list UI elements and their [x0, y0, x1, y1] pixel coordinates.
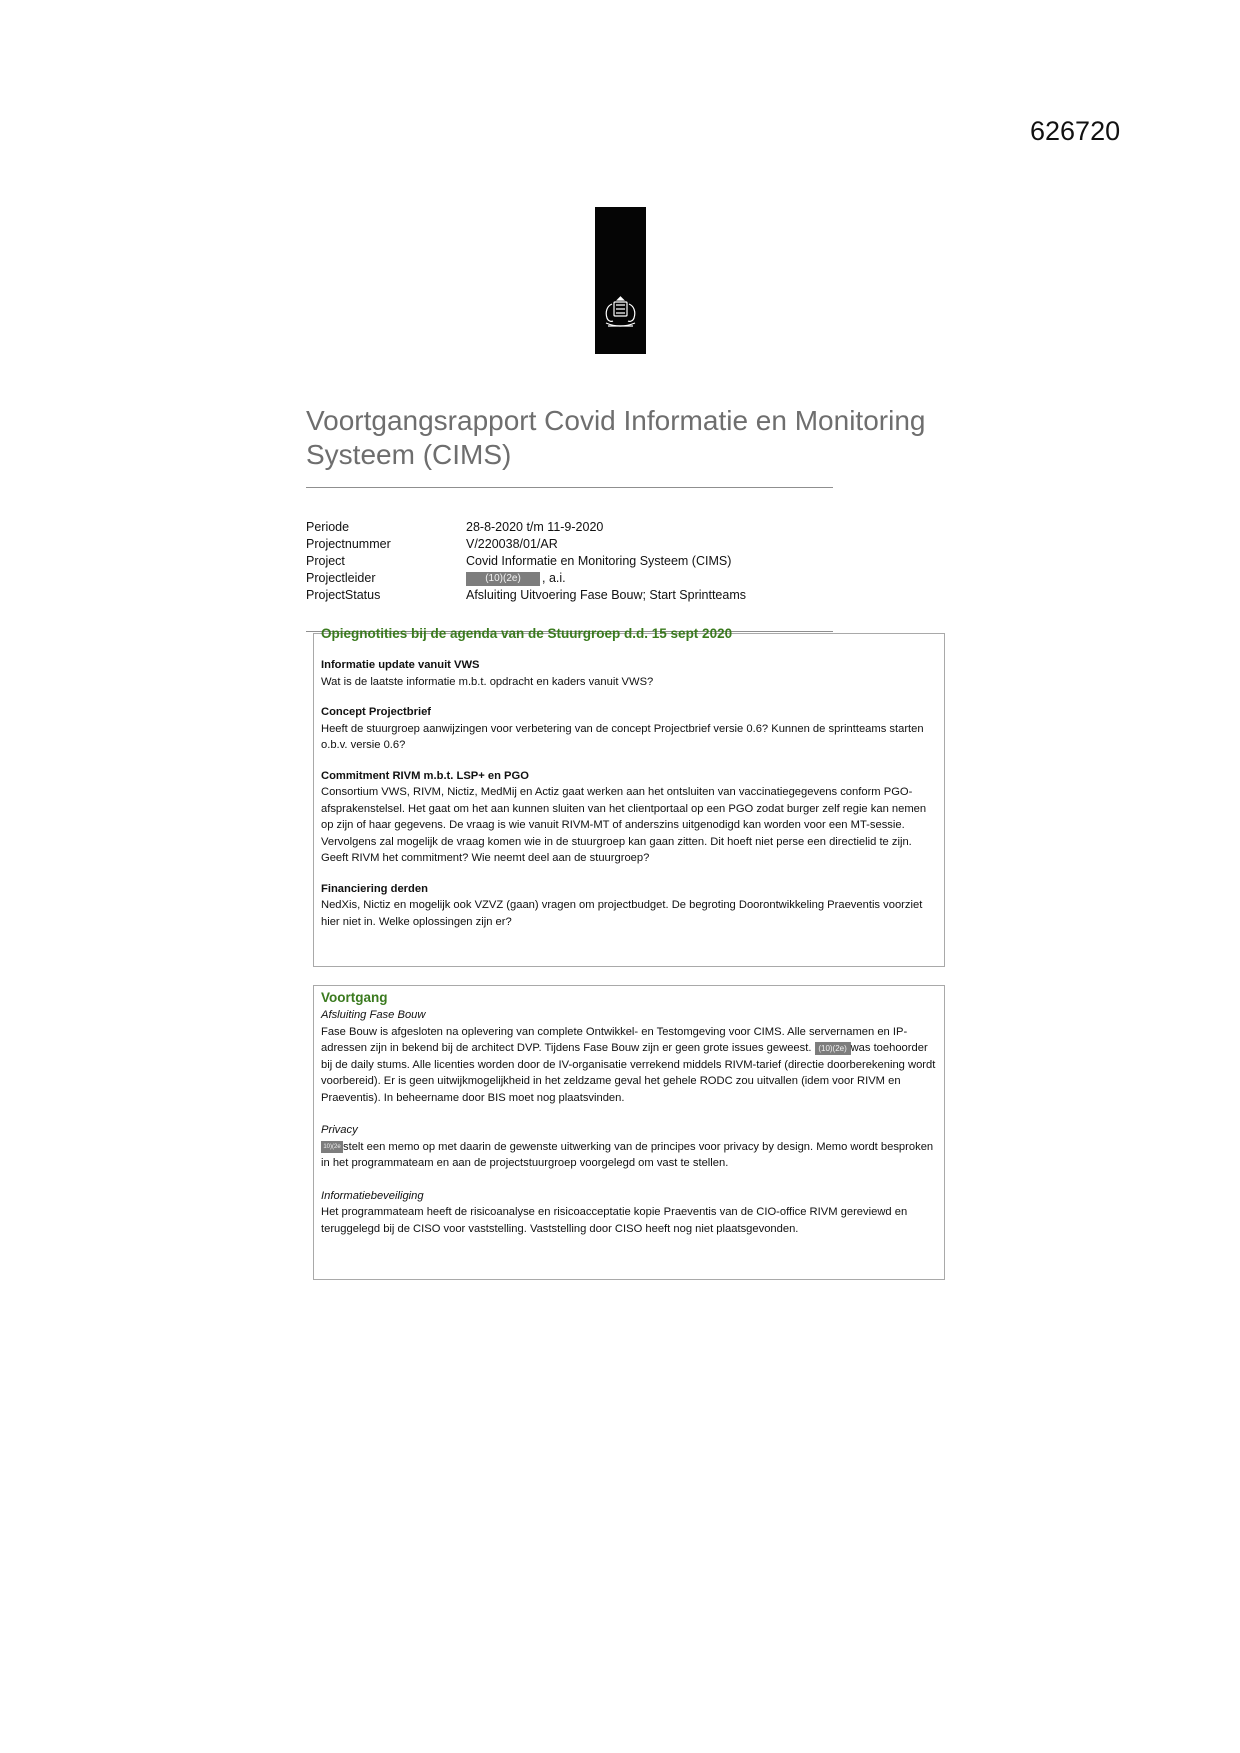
- body-text: was toehoorder bij de daily stums. Alle licenties worden door de IV-organisatie verrekend middels RIVM-tarief (directie doorberekening wordt voorbereid). Er is geen uitwijkmogelijkheid in het zeldzame geval het gehele RODC zou uitvallen (idem voor RIVM en Praeventis). In beheername door BIS moet nog plaatsvinden.: [321, 1042, 936, 1104]
- section-heading: Financiering derden: [321, 882, 428, 895]
- meta-key: ProjectStatus: [306, 588, 381, 602]
- redaction-mark: (10)(2e): [815, 1042, 851, 1055]
- redaction-mark: (10)(2e): [466, 572, 540, 586]
- section-body: Wat is de laatste informatie m.b.t. opdracht en kaders vanuit VWS?: [321, 675, 654, 688]
- meta-value: 28-8-2020 t/m 11-9-2020: [466, 520, 604, 534]
- section-heading-fase-bouw: Afsluiting Fase Bouw: [321, 1009, 426, 1021]
- section-body-security: Het programmateam heeft de risicoanalyse en risicoacceptatie kopie Praeventis van de CIO-office RIVM gereviewd en teruggelegd bij de CISO voor vaststelling. Vaststelling door CISO heeft nog niet plaatsgevonden.: [321, 1206, 908, 1235]
- project-meta-table: [306, 519, 746, 604]
- progress-box: [313, 985, 945, 1280]
- meta-key: Project: [306, 554, 345, 568]
- meta-row-periode: [306, 519, 746, 536]
- meta-key: Projectnummer: [306, 537, 391, 551]
- section-body: NedXis, Nictiz en mogelijk ook VZVZ (gaan) vragen om projectbudget. De begroting Doorontwikkeling Praeventis voorziet hier niet in. Welke oplossingen zijn er?: [321, 899, 923, 928]
- section-body: Heeft de stuurgroep aanwijzingen voor verbetering van de concept Projectbrief versie 0.6? Kunnen de sprintteams starten o.b.v. versie 0.6?: [321, 722, 924, 751]
- section-heading: Informatie update vanuit VWS: [321, 659, 480, 671]
- meta-value: [466, 570, 566, 587]
- meta-value: Covid Informatie en Monitoring Systeem (CIMS): [466, 554, 732, 568]
- meta-value: Afsluiting Uitvoering Fase Bouw; Start Sprintteams: [466, 588, 746, 602]
- body-text: stelt een memo op met daarin de gewenste uitwerking van de principes voor privacy by design. Memo wordt besproken in het programmateam en aan de projectstuurgroep voorgelegd om vast te stellen.: [321, 1140, 934, 1169]
- progress-title: Voortgang: [321, 990, 388, 1005]
- government-logo: [595, 207, 646, 354]
- agenda-notes-box: [313, 626, 945, 967]
- document-title: Voortgangsrapport Covid Informatie en Monitoring Systeem (CIMS): [306, 405, 926, 470]
- meta-row-projectleider: [306, 570, 746, 587]
- meta-row-projectstatus: [306, 587, 746, 604]
- title-divider: [306, 487, 833, 488]
- meta-row-project: [306, 553, 746, 570]
- redaction-mark: 10)(2e: [321, 1141, 343, 1153]
- meta-key: Projectleider: [306, 571, 376, 585]
- meta-row-projectnummer: [306, 536, 746, 553]
- section-heading-privacy: Privacy: [321, 1124, 358, 1136]
- section-heading: Commitment RIVM m.b.t. LSP+ en PGO: [321, 769, 529, 782]
- section-heading-security: Informatiebeveiliging: [321, 1189, 424, 1202]
- agenda-title: Opiegnotities bij de agenda van de Stuurgroep d.d. 15 sept 2020: [321, 626, 733, 641]
- section-body: Consortium VWS, RIVM, Nictiz, MedMij en Actiz gaat werken aan het ontsluiten van vaccinatiegegevens conform PGO-afsprakenstelsel. Het gaat om het aan kunnen sluiten van het clientportaal op een PGO zodat burger zelf regie kan nemen op zijn of haar gegevens. De vraag is wie vanuit RIVM-MT of anderszins uitgenodigd kan worden voor een MT-sessie. Vervolgens zal mogelijk de vraag komen wie in de stuurgroep kan gaan zitten. Dit hoeft niet perse een directielid te zijn. Geeft RIVM het commitment? Wie neemt deel aan de stuurgroep?: [321, 786, 927, 864]
- coat-of-arms-icon: [600, 294, 641, 332]
- section-body-fase-bouw: [321, 1024, 936, 1107]
- document-number: 626720: [1030, 116, 1121, 146]
- meta-value: V/220038/01/AR: [466, 537, 558, 551]
- section-heading: Concept Projectbrief: [321, 706, 432, 718]
- section-body-privacy: [321, 1139, 936, 1172]
- meta-value-suffix: , a.i.: [542, 571, 566, 585]
- meta-key: Periode: [306, 520, 350, 534]
- body-text: Fase Bouw is afgesloten na oplevering van complete Ontwikkel- en Testomgeving voor CIMS. Alle servernamen en IP-adressen zijn in bekend bij de architect DVP. Tijdens Fase Bouw zijn er geen grote issues geweest.: [321, 1025, 908, 1054]
